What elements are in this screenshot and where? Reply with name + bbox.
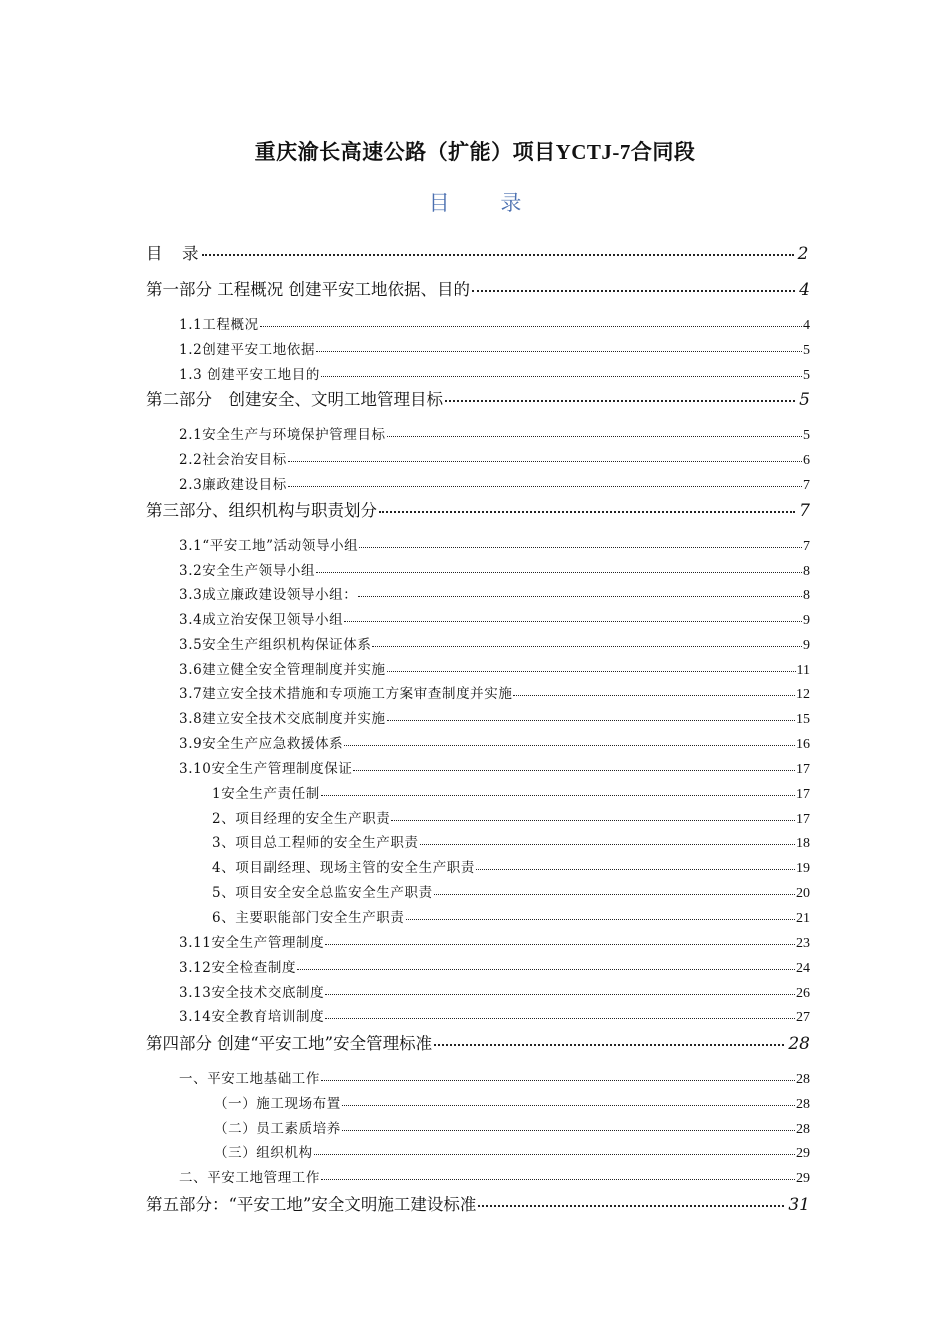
toc-dot-leader	[342, 1105, 795, 1106]
toc-page-number: 28	[796, 1122, 810, 1137]
toc-dot-leader	[202, 254, 794, 256]
toc-entry-title: 2.3廉政建设目标	[179, 477, 287, 493]
toc-subsection-entry[interactable]	[214, 1092, 810, 1110]
toc-subsection-entry[interactable]	[212, 856, 810, 874]
toc-entry-title: （二）员工素质培养	[214, 1121, 341, 1137]
toc-dot-leader	[478, 1205, 784, 1207]
toc-subsection-entry[interactable]	[212, 807, 810, 825]
toc-entry-title: （三）组织机构	[214, 1145, 313, 1161]
toc-page-number: 5	[803, 368, 810, 383]
toc-section-entry[interactable]	[179, 338, 810, 356]
toc-page-number: 7	[803, 478, 810, 493]
toc-page-number: 17	[796, 812, 810, 827]
toc-page-number: 20	[796, 886, 810, 901]
toc-dot-leader	[342, 1130, 795, 1131]
toc-section-entry[interactable]	[179, 583, 810, 601]
toc-section-entry[interactable]	[179, 313, 810, 331]
toc-dot-leader	[260, 326, 802, 327]
toc-dot-leader	[325, 944, 795, 945]
toc-entry-title: 6、主要职能部门安全生产职责	[212, 910, 405, 926]
toc-subsection-entry[interactable]	[214, 1141, 810, 1159]
toc-section-entry[interactable]	[179, 363, 810, 381]
toc-entry-title: 3.10安全生产管理制度保证	[179, 761, 353, 777]
toc-section-entry[interactable]	[179, 707, 810, 725]
toc-section-entry[interactable]	[179, 931, 810, 949]
toc-dot-leader	[445, 400, 795, 402]
toc-page-number: 7	[803, 539, 810, 554]
toc-page-number: 24	[796, 961, 810, 976]
toc-dot-leader	[288, 486, 802, 487]
toc-entry-title: （一）施工现场布置	[214, 1096, 341, 1112]
toc-dot-leader	[344, 621, 802, 622]
toc-page-number: 9	[803, 638, 810, 653]
toc-heading: 目 录	[428, 191, 544, 215]
toc-dot-leader	[358, 596, 802, 597]
toc-page-number: 16	[796, 737, 810, 752]
toc-entry-title: 3.3成立廉政建设领导小组：	[179, 587, 358, 603]
toc-page-number: 27	[796, 1010, 810, 1025]
toc-entry-title: 3.9安全生产应急救援体系	[179, 736, 344, 752]
toc-part-entry[interactable]	[146, 1191, 810, 1213]
toc-entry-title: 3.2安全生产领导小组	[179, 563, 316, 579]
toc-dot-leader	[321, 1080, 795, 1081]
toc-entry-title: 3.8建立安全技术交底制度并实施	[179, 711, 386, 727]
toc-section-entry[interactable]	[179, 981, 810, 999]
toc-section-entry[interactable]	[179, 423, 810, 441]
toc-page-number: 7	[799, 501, 810, 521]
toc-entry-title: 2、项目经理的安全生产职责	[212, 811, 391, 827]
toc-page-number: 29	[796, 1146, 810, 1161]
toc-entry-title: 一、平安工地基础工作	[179, 1071, 320, 1087]
toc-section-entry[interactable]	[179, 658, 810, 676]
toc-page-number: 11	[796, 663, 810, 678]
toc-dot-leader	[379, 511, 795, 513]
toc-entry-title: 3.1“平安工地”活动领导小组	[179, 538, 359, 554]
toc-page-number: 21	[796, 911, 810, 926]
toc-section-entry[interactable]	[179, 757, 810, 775]
toc-section-entry[interactable]	[179, 1067, 810, 1085]
toc-dot-leader	[325, 1018, 795, 1019]
toc-subsection-entry[interactable]	[212, 782, 810, 800]
toc-part-entry[interactable]	[146, 240, 810, 262]
toc-dot-leader	[297, 969, 795, 970]
toc-entry-title: 3、项目总工程师的安全生产职责	[212, 835, 419, 851]
toc-page-number: 23	[796, 936, 810, 951]
toc-dot-leader	[321, 795, 795, 796]
toc-section-entry[interactable]	[179, 682, 810, 700]
toc-page-number: 2	[797, 244, 810, 264]
toc-page-number: 28	[788, 1034, 810, 1054]
toc-page-number: 5	[803, 343, 810, 358]
toc-entry-title: 5、项目安全安全总监安全生产职责	[212, 885, 433, 901]
toc-page-number: 19	[796, 861, 810, 876]
toc-page-number: 8	[803, 564, 810, 579]
toc-dot-leader	[359, 547, 802, 548]
toc-section-entry[interactable]	[179, 534, 810, 552]
toc-page-number: 26	[796, 986, 810, 1001]
toc-entry-title: 2.2社会治安目标	[179, 452, 287, 468]
toc-dot-leader	[288, 461, 802, 462]
toc-page-number: 5	[799, 390, 810, 410]
toc-part-entry[interactable]	[146, 497, 810, 519]
toc-entry-title: 4、项目副经理、现场主管的安全生产职责	[212, 860, 475, 876]
toc-entry-title: 1.2创建平安工地依据	[179, 342, 316, 358]
toc-page-number: 31	[788, 1195, 810, 1215]
toc-dot-leader	[434, 1044, 784, 1046]
toc-page-number: 9	[803, 613, 810, 628]
toc-dot-leader	[391, 820, 795, 821]
toc-dot-leader	[325, 994, 795, 995]
toc-entry-title: 3.7建立安全技术措施和专项施工方案审查制度并实施	[179, 686, 513, 702]
toc-page-number: 29	[796, 1171, 810, 1186]
toc-entry-title: 目 录	[146, 244, 200, 263]
toc-dot-leader	[353, 770, 795, 771]
toc-entry-title: 3.11安全生产管理制度	[179, 935, 325, 951]
toc-entry-title: 3.4成立治安保卫领导小组	[179, 612, 344, 628]
toc-entry-title: 3.5安全生产组织机构保证体系	[179, 637, 372, 653]
toc-dot-leader	[321, 376, 802, 377]
toc-page-number: 6	[803, 453, 810, 468]
toc-section-entry[interactable]	[179, 956, 810, 974]
toc-dot-leader	[476, 869, 795, 870]
toc-page-number: 4	[803, 318, 810, 333]
toc-entry-title: 第二部分 创建安全、文明工地管理目标	[146, 390, 443, 409]
toc-page-number: 5	[803, 428, 810, 443]
toc-dot-leader	[387, 671, 796, 672]
toc-dot-leader	[434, 894, 795, 895]
toc-section-entry[interactable]	[179, 608, 810, 626]
toc-entry-title: 1安全生产责任制	[212, 786, 320, 802]
toc-section-entry[interactable]	[179, 448, 810, 466]
toc-section-entry[interactable]	[179, 473, 810, 491]
toc-dot-leader	[472, 290, 795, 292]
toc-section-entry[interactable]	[179, 732, 810, 750]
toc-dot-leader	[513, 695, 795, 696]
toc-dot-leader	[344, 745, 795, 746]
toc-dot-leader	[387, 720, 795, 721]
toc-dot-leader	[420, 844, 795, 845]
toc-entry-title: 二、平安工地管理工作	[179, 1170, 320, 1186]
toc-page-number: 28	[796, 1072, 810, 1087]
toc-page-number: 17	[796, 762, 810, 777]
toc-dot-leader	[314, 1154, 795, 1155]
toc-dot-leader	[321, 1179, 795, 1180]
toc-page-number: 4	[799, 280, 810, 300]
toc-dot-leader	[316, 572, 802, 573]
toc-subsection-entry[interactable]	[212, 831, 810, 849]
toc-entry-title: 3.6建立健全安全管理制度并实施	[179, 662, 386, 678]
toc-section-entry[interactable]	[179, 559, 810, 577]
toc-part-entry[interactable]	[146, 386, 810, 408]
toc-section-entry[interactable]	[179, 1166, 810, 1184]
toc-entry-title: 第三部分、组织机构与职责划分	[146, 501, 377, 520]
toc-dot-leader	[387, 436, 802, 437]
toc-subsection-entry[interactable]	[212, 906, 810, 924]
toc-entry-title: 3.13安全技术交底制度	[179, 985, 325, 1001]
toc-entry-title: 第一部分 工程概况 创建平安工地依据、目的	[146, 280, 470, 299]
toc-subsection-entry[interactable]	[214, 1117, 810, 1135]
toc-entry-title: 3.14安全教育培训制度	[179, 1009, 325, 1025]
document-title: 重庆渝长高速公路（扩能）项目YCTJ-7合同段	[254, 140, 696, 164]
toc-dot-leader	[316, 351, 802, 352]
toc-entry-title: 2.1安全生产与环境保护管理目标	[179, 427, 386, 443]
toc-section-entry[interactable]	[179, 633, 810, 651]
toc-dot-leader	[372, 646, 802, 647]
toc-entry-title: 第四部分 创建“平安工地”安全管理标准	[146, 1034, 433, 1053]
toc-entry-title: 3.12安全检查制度	[179, 960, 297, 976]
toc-subsection-entry[interactable]	[212, 881, 810, 899]
toc-section-entry[interactable]	[179, 1005, 810, 1023]
toc-entry-title: 第五部分：“平安工地”安全文明施工建设标准	[146, 1195, 477, 1214]
toc-dot-leader	[406, 919, 796, 920]
toc-page-number: 17	[796, 787, 810, 802]
toc-entry-title: 1.1工程概况	[179, 317, 259, 333]
toc-entry-title: 1.3 创建平安工地目的	[179, 367, 320, 383]
toc-page-number: 28	[796, 1097, 810, 1112]
toc-part-entry[interactable]	[146, 276, 810, 298]
toc-page-number: 8	[803, 588, 810, 603]
toc-page-number: 18	[796, 836, 810, 851]
toc-page-number: 15	[796, 712, 810, 727]
toc-part-entry[interactable]	[146, 1030, 810, 1052]
toc-page-number: 12	[796, 687, 810, 702]
